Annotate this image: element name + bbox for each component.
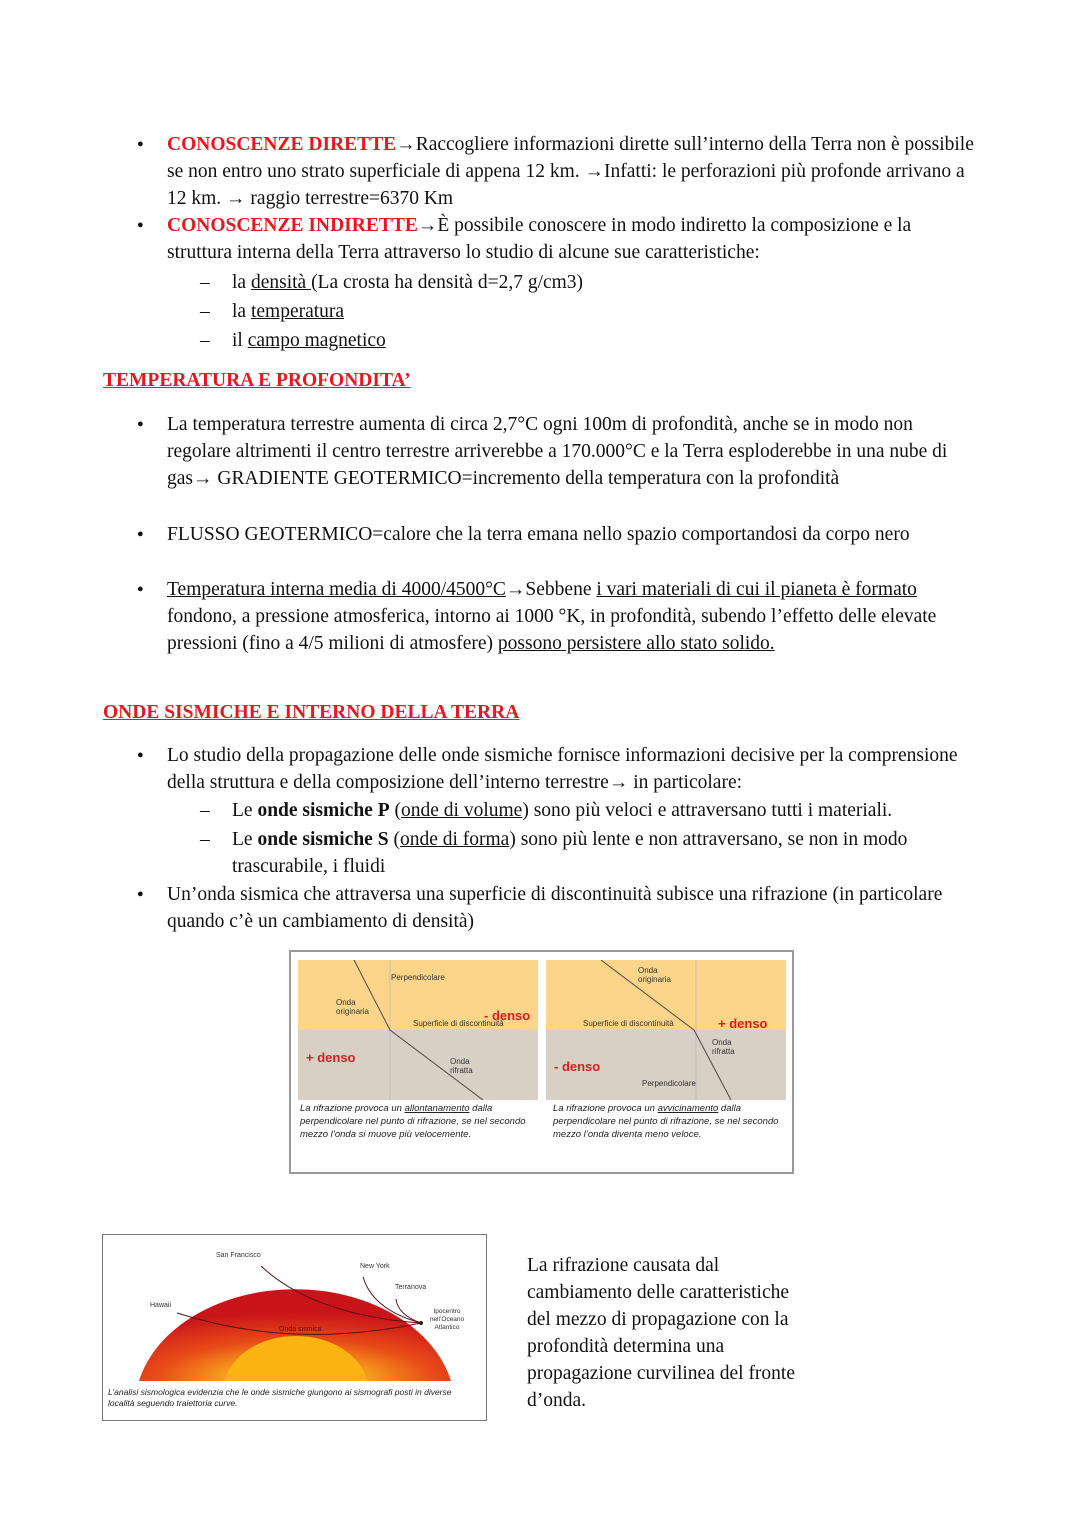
- label: Terranova: [395, 1284, 427, 1291]
- text: la: [232, 301, 251, 322]
- label: Onda rifratta: [450, 1057, 473, 1075]
- text: possono persistere allo stato solido.: [497, 633, 775, 654]
- label: Perpendicolare: [391, 973, 445, 982]
- bullet-rifrazione: ● Un’onda sismica che attraversa una superficie di discontinuità subisce una rifrazione (in particolare quando c’è un cambiamento di densità): [167, 881, 979, 935]
- text: campo magnetico: [247, 330, 386, 351]
- text: onde di forma: [399, 829, 510, 850]
- caption-left: [300, 1102, 530, 1141]
- panel-left: [298, 960, 538, 1100]
- caption-right: [553, 1102, 783, 1141]
- text: ) sono più lente e non attraversano, se non in modo trascurabile, i fluidi: [232, 829, 908, 877]
- label: New York: [360, 1263, 390, 1270]
- text: i vari materiali di cui il pianeta è formato: [596, 579, 917, 600]
- bullet-gradiente: ● La temperatura terrestre aumenta di circa 2,7°C ogni 100m di profondità, anche se in modo non regolare altrimenti il centro terrestre arriverebbe a 170.000°C e la Terra esploderebbe in una nube di gas→ GRADIENTE GEOTERMICO=incremento della temperatura con la profondità: [167, 411, 979, 492]
- label: - denso: [484, 1008, 531, 1023]
- text: La rifrazione provoca un: [553, 1103, 658, 1114]
- refraction-figure: [289, 950, 794, 1174]
- text: (: [388, 829, 400, 850]
- heading-temperatura: TEMPERATURA E PROFONDITA’: [103, 370, 411, 391]
- label: Onda rifratta: [712, 1038, 735, 1056]
- dash-item-temperatura: [232, 298, 982, 325]
- term: CONOSCENZE DIRETTE: [167, 134, 397, 155]
- label: + denso: [718, 1016, 768, 1031]
- label: + denso: [306, 1050, 356, 1065]
- label: Onda sismica: [279, 1326, 322, 1333]
- text: allontanamento: [404, 1103, 470, 1114]
- text: onde sismiche P: [257, 800, 390, 821]
- text: temperatura: [250, 301, 345, 322]
- text: Temperatura interna media di 4000/4500°C: [167, 579, 506, 600]
- bullet-studio: ● Lo studio della propagazione delle onde sismiche fornisce informazioni decisive per la comprensione della struttura e della composizione dell’interno terrestre→ in particolare:: [167, 742, 979, 796]
- label: Onda originaria: [336, 998, 369, 1016]
- dash-item-onde-s: [232, 826, 952, 880]
- dash-item-densita: [232, 269, 982, 296]
- earth-seismic-figure: [102, 1234, 487, 1421]
- text: →Sebbene: [505, 579, 597, 600]
- label: Hawaii: [150, 1302, 172, 1309]
- text: dalla perpendicolare nel punto di rifrazione, se nel secondo mezzo l’onda si muove più velocemente.: [300, 1103, 526, 1140]
- bullet-flusso: ● FLUSSO GEOTERMICO=calore che la terra emana nello spazio comportandosi da corpo nero: [167, 521, 979, 548]
- label: Onda originaria: [638, 966, 671, 984]
- text: dalla perpendicolare nel punto di rifrazione, se nel secondo mezzo l’onda diventa meno veloce.: [553, 1103, 779, 1140]
- text: densità: [250, 272, 312, 293]
- text: →Raccogliere informazioni dirette sull’interno della Terra non è possibile se non entro uno strato superficiale di appena 12 km. →Infatti: le perforazioni più profonde arrivano a 12 km. → raggio terrestre=6370 Km: [167, 134, 974, 209]
- text: avvicinamento: [657, 1103, 719, 1114]
- heading-onde-sismiche: ONDE SISMICHE E INTERNO DELLA TERRA: [103, 702, 520, 723]
- label: Superficie di discontinuità: [413, 1019, 504, 1028]
- text: (La crosta ha densità d=2,7 g/cm3): [311, 272, 584, 293]
- panel-right: [546, 960, 786, 1100]
- term: CONOSCENZE INDIRETTE: [167, 215, 418, 236]
- label: San Francisco: [216, 1252, 261, 1259]
- text: La rifrazione provoca un: [300, 1103, 405, 1114]
- dash-item-onde-p: [232, 797, 982, 824]
- label: Ipocentro nell’Oceano Atlantico: [429, 1308, 465, 1331]
- side-paragraph: La rifrazione causata dal cambiamento delle caratteristiche del mezzo di propagazione con la profondità determina una propagazione curvilinea del fronte d’onda.: [527, 1255, 796, 1411]
- text: fondono, a pressione atmosferica, intorno ai 1000 °K, in profondità, subendo l’effetto delle elevate pressioni (fino a 4/5 milioni di atmosfere): [167, 606, 937, 654]
- bullet-conoscenze-dirette: [167, 131, 979, 212]
- bullet-conoscenze-indirette: [167, 212, 979, 266]
- label: Superficie di discontinuità: [583, 1019, 674, 1028]
- text: →È possibile conoscere in modo indiretto la composizione e la struttura interna della Terra attraverso lo studio di alcune sue caratteristiche:: [167, 215, 912, 263]
- text: onde di volume: [401, 800, 523, 821]
- text: Le: [232, 829, 258, 850]
- text: il: [232, 330, 248, 351]
- text: Le: [232, 800, 258, 821]
- bullet-temperatura-interna: [167, 576, 979, 657]
- dash-item-campo: [232, 327, 982, 354]
- text: la: [232, 272, 251, 293]
- text: ) sono più veloci e attraversano tutti i materiali.: [522, 800, 893, 821]
- caption: L’analisi sismologica evidenzia che le onde sismiche giungono ai sismografi posti in diverse località seguendo traiettoria curve.: [108, 1387, 452, 1408]
- text: (: [389, 800, 401, 821]
- label: Perpendicolare: [642, 1079, 696, 1088]
- text: onde sismiche S: [257, 829, 389, 850]
- label: - denso: [554, 1059, 601, 1074]
